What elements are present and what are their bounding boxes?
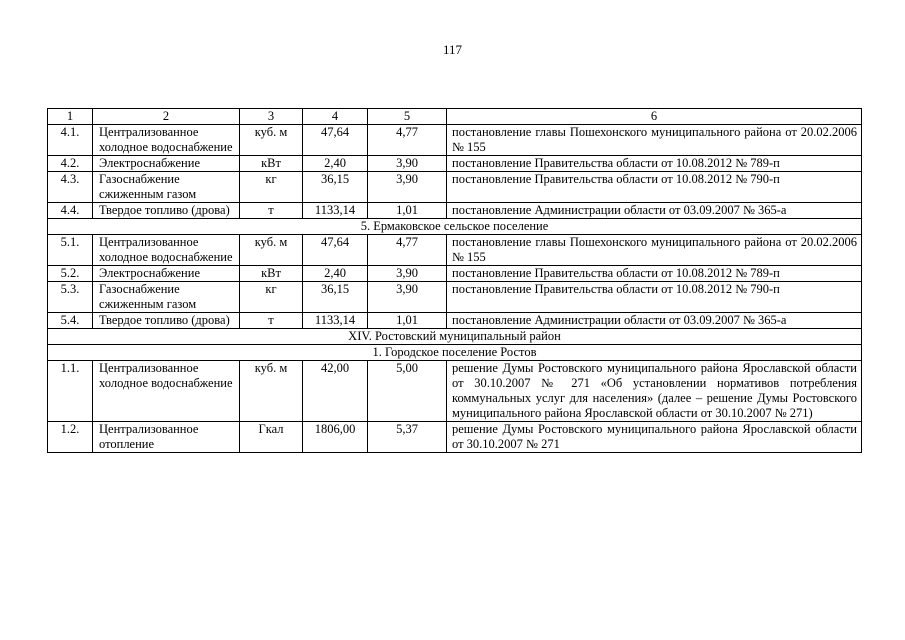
section-heading: XIV. Ростовский муниципальный район bbox=[48, 329, 862, 345]
row-number-cell: 5.2. bbox=[48, 266, 93, 282]
coefficient-cell: 5,37 bbox=[368, 422, 447, 453]
legal-basis-cell: постановление Правительства области от 10.08.2012 № 789-п bbox=[447, 266, 862, 282]
header-cell-6: 6 bbox=[447, 109, 862, 125]
unit-cell: Гкал bbox=[240, 422, 303, 453]
unit-cell: т bbox=[240, 313, 303, 329]
coefficient-cell: 5,00 bbox=[368, 361, 447, 422]
header-row bbox=[48, 109, 862, 125]
legal-basis-cell: постановление Правительства области от 10.08.2012 № 790-п bbox=[447, 172, 862, 203]
service-cell: Централизованное отопление bbox=[93, 422, 240, 453]
service-cell: Централизованное холодное водоснабжение bbox=[93, 361, 240, 422]
legal-basis-cell: постановление Правительства области от 10.08.2012 № 789-п bbox=[447, 156, 862, 172]
coefficient-cell: 1,01 bbox=[368, 203, 447, 219]
table-row bbox=[48, 203, 862, 219]
header-cell-1: 1 bbox=[48, 109, 93, 125]
section-row bbox=[48, 345, 862, 361]
unit-cell: кг bbox=[240, 282, 303, 313]
table-row bbox=[48, 125, 862, 156]
service-cell: Электроснабжение bbox=[93, 156, 240, 172]
section-row bbox=[48, 219, 862, 235]
norm-cell: 1133,14 bbox=[303, 203, 368, 219]
table-row bbox=[48, 422, 862, 453]
unit-cell: кг bbox=[240, 172, 303, 203]
header-cell-3: 3 bbox=[240, 109, 303, 125]
section-row bbox=[48, 329, 862, 345]
table-row bbox=[48, 361, 862, 422]
legal-basis-cell: постановление Правительства области от 10.08.2012 № 790-п bbox=[447, 282, 862, 313]
row-number-cell: 4.3. bbox=[48, 172, 93, 203]
table-row bbox=[48, 156, 862, 172]
table-row bbox=[48, 282, 862, 313]
norm-cell: 47,64 bbox=[303, 235, 368, 266]
row-number-cell: 4.1. bbox=[48, 125, 93, 156]
norm-cell: 2,40 bbox=[303, 266, 368, 282]
row-number-cell: 5.3. bbox=[48, 282, 93, 313]
unit-cell: куб. м bbox=[240, 361, 303, 422]
coefficient-cell: 4,77 bbox=[368, 235, 447, 266]
coefficient-cell: 1,01 bbox=[368, 313, 447, 329]
table-header bbox=[48, 109, 862, 125]
row-number-cell: 4.4. bbox=[48, 203, 93, 219]
service-cell: Газоснабжение сжиженным газом bbox=[93, 282, 240, 313]
service-cell: Централизованное холодное водоснабжение bbox=[93, 235, 240, 266]
table-row bbox=[48, 313, 862, 329]
norm-cell: 1806,00 bbox=[303, 422, 368, 453]
row-number-cell: 4.2. bbox=[48, 156, 93, 172]
row-number-cell: 1.1. bbox=[48, 361, 93, 422]
norms-table bbox=[47, 108, 862, 453]
legal-basis-cell: решение Думы Ростовского муниципального района Ярославской области от 30.10.2007 № 271 bbox=[447, 422, 862, 453]
legal-basis-cell: постановление Администрации области от 03.09.2007 № 365-а bbox=[447, 203, 862, 219]
service-cell: Централизованное холодное водоснабжение bbox=[93, 125, 240, 156]
unit-cell: кВт bbox=[240, 156, 303, 172]
section-heading: 1. Городское поселение Ростов bbox=[48, 345, 862, 361]
row-number-cell: 5.4. bbox=[48, 313, 93, 329]
norm-cell: 36,15 bbox=[303, 172, 368, 203]
legal-basis-cell: решение Думы Ростовского муниципального района Ярославской области от 30.10.2007 № 271 «Об установлении нормативов потребления коммунальных услуг для населения» (далее – решение Думы Ростовского муниципального района Ярославской области от 30.10.2007 № 271) bbox=[447, 361, 862, 422]
table-row bbox=[48, 235, 862, 266]
norm-cell: 1133,14 bbox=[303, 313, 368, 329]
unit-cell: куб. м bbox=[240, 125, 303, 156]
page-number: 117 bbox=[442, 42, 463, 57]
coefficient-cell: 3,90 bbox=[368, 156, 447, 172]
legal-basis-cell: постановление главы Пошехонского муниципального района от 20.02.2006 № 155 bbox=[447, 235, 862, 266]
unit-cell: т bbox=[240, 203, 303, 219]
header-cell-2: 2 bbox=[93, 109, 240, 125]
coefficient-cell: 3,90 bbox=[368, 282, 447, 313]
norm-cell: 47,64 bbox=[303, 125, 368, 156]
coefficient-cell: 3,90 bbox=[368, 172, 447, 203]
header-cell-4: 4 bbox=[303, 109, 368, 125]
norm-cell: 42,00 bbox=[303, 361, 368, 422]
unit-cell: кВт bbox=[240, 266, 303, 282]
service-cell: Электроснабжение bbox=[93, 266, 240, 282]
section-heading: 5. Ермаковское сельское поселение bbox=[48, 219, 862, 235]
service-cell: Твердое топливо (дрова) bbox=[93, 313, 240, 329]
unit-cell: куб. м bbox=[240, 235, 303, 266]
table-row bbox=[48, 266, 862, 282]
norm-cell: 2,40 bbox=[303, 156, 368, 172]
header-cell-5: 5 bbox=[368, 109, 447, 125]
legal-basis-cell: постановление главы Пошехонского муниципального района от 20.02.2006 № 155 bbox=[447, 125, 862, 156]
coefficient-cell: 3,90 bbox=[368, 266, 447, 282]
row-number-cell: 5.1. bbox=[48, 235, 93, 266]
coefficient-cell: 4,77 bbox=[368, 125, 447, 156]
service-cell: Газоснабжение сжиженным газом bbox=[93, 172, 240, 203]
table-row bbox=[48, 172, 862, 203]
norm-cell: 36,15 bbox=[303, 282, 368, 313]
row-number-cell: 1.2. bbox=[48, 422, 93, 453]
legal-basis-cell: постановление Администрации области от 03.09.2007 № 365-а bbox=[447, 313, 862, 329]
service-cell: Твердое топливо (дрова) bbox=[93, 203, 240, 219]
table-body bbox=[48, 125, 862, 453]
